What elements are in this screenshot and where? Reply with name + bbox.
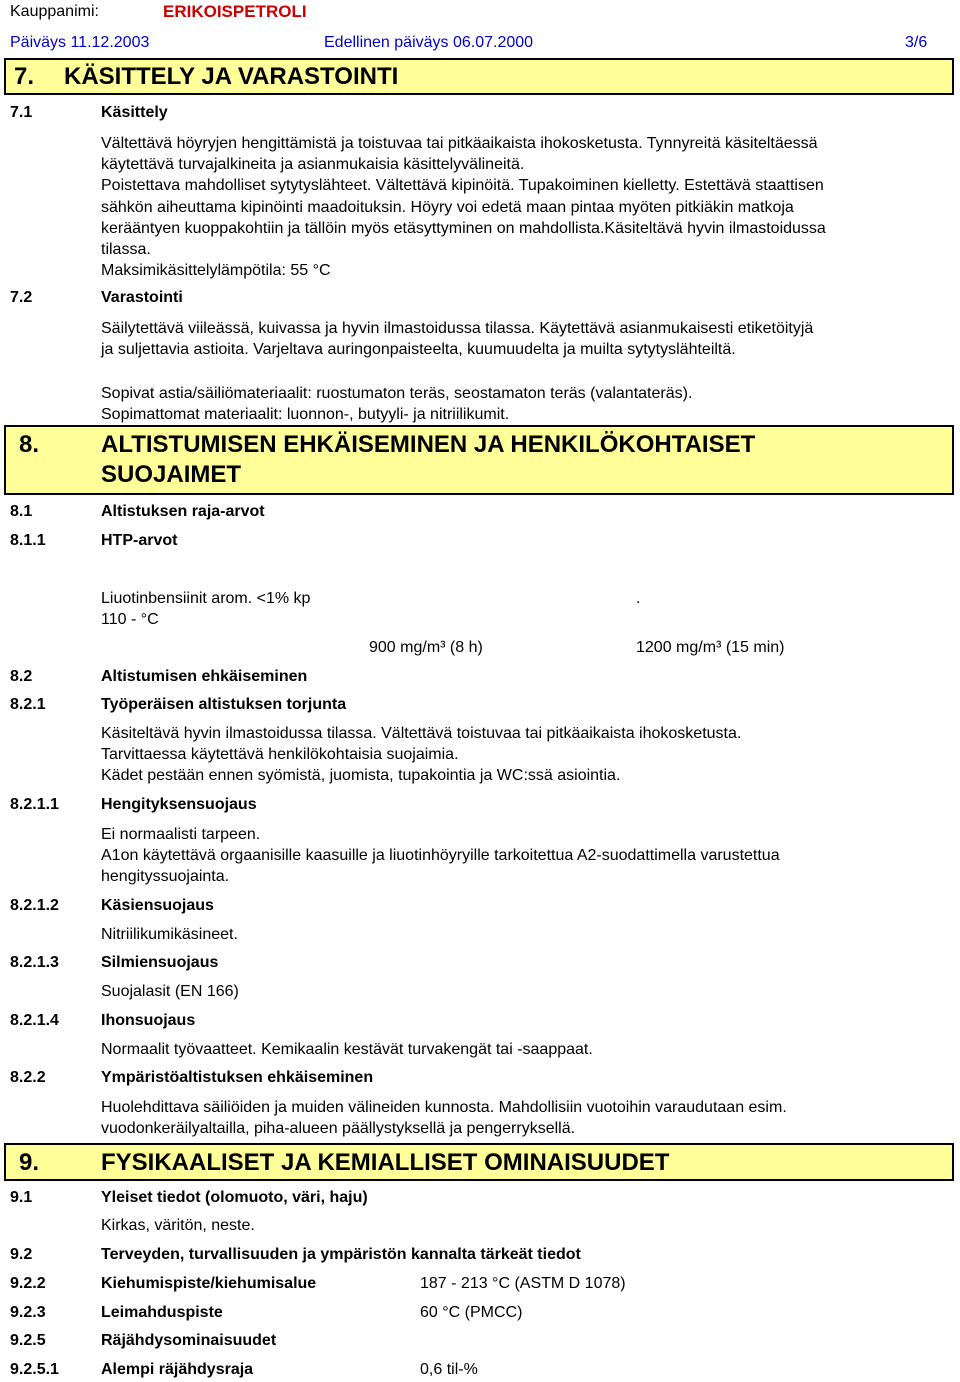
property-number: 9.2.5 [10,1332,46,1349]
company-label: Kauppanimi: [10,3,99,20]
subsection-title: Varastointi [101,289,183,306]
subsection-number: 8.1.1 [10,532,46,549]
subsection-number: 9.1 [10,1189,33,1206]
text-line: Huolehdittava säiliöiden ja muiden välineiden kunnosta. Mahdollisiin vuotoihin varaudutaan esim. [101,1099,787,1116]
subsection-number: 9.2 [10,1246,33,1263]
htp-value-8h: 900 mg/m³ (8 h) [369,639,483,656]
section-title: FYSIKAALISET JA KEMIALLISET OMINAISUUDET [101,1149,670,1176]
subsection-number: 8.2.1.3 [10,954,59,971]
environmental-exposure-text [101,1097,951,1139]
subsection-title: Käsittely [101,104,168,121]
page-number: 3/6 [905,34,928,51]
section-title: KÄSITTELY JA VARASTOINTI [64,63,399,90]
property-number: 9.2.3 [10,1304,46,1321]
htp-value-15min: 1200 mg/m³ (15 min) [636,639,785,656]
property-value: 0,6 til-% [420,1361,478,1378]
subsection-title: Ympäristöaltistuksen ehkäiseminen [101,1069,374,1086]
text-line: Ei normaalisti tarpeen. [101,826,261,843]
eye-protection-text: Suojalasit (EN 166) [101,983,239,1000]
subsection-title: Työperäisen altistuksen torjunta [101,696,347,713]
subsection-title: Yleiset tiedot (olomuoto, väri, haju) [101,1189,368,1206]
exposure-control-text [101,723,951,787]
property-label: Alempi räjähdysraja [101,1361,254,1378]
text-line: sähkön aiheuttama kipinöinti maadoituksin. Höyry voi edetä maan pintaa myöten pitkiäkin matkoja [101,198,794,216]
text-line: ja suljettavia astioita. Varjeltava auringonpaisteelta, kuumuudelta ja muilta sytytyslähteiltä. [101,341,736,359]
subsection-title: Käsiensuojaus [101,897,214,914]
section-number: 8. [19,431,40,458]
text-line: Sopivat astia/säiliömateriaalit: ruostumaton teräs, seostamaton teräs (valantateräs). [101,385,693,402]
section-number: 7. [14,63,35,90]
htp-substance: Liuotinbensiinit arom. <1% kp [101,590,311,607]
property-value: 60 °C (PMCC) [420,1304,523,1321]
previous-date-label: Edellinen päiväys 06.07.2000 [324,34,534,51]
subsection-title: Hengityksensuojaus [101,796,257,813]
property-number: 9.2.2 [10,1275,46,1292]
text-line: käytettävä turvajalkineita ja asianmukaisia käsittelyvälineitä. [101,156,525,174]
text-line: Tarvittaessa käytettävä henkilökohtaisia suojaimia. [101,746,459,764]
htp-substance-range: 110 - °C [101,611,159,628]
storage-text [101,318,951,360]
storage-materials-text [101,383,951,425]
subsection-number: 8.2.1 [10,696,46,713]
section-title-continued: SUOJAIMET [101,461,242,488]
text-line: hengityssuojainta. [101,868,230,886]
subsection-title: Altistumisen ehkäiseminen [101,668,308,685]
text-line: tilassa. [101,241,151,259]
respiratory-protection-text [101,824,951,888]
subsection-title: Terveyden, turvallisuuden ja ympäristön kannalta tärkeät tiedot [101,1246,581,1263]
subsection-number: 8.2.1.2 [10,897,59,914]
section-title: ALTISTUMISEN EHKÄISEMINEN JA HENKILÖKOHTAISET [101,431,756,458]
text-line: Poistettava mahdolliset sytytyslähteet. Vältettävä kipinöitä. Tupakoiminen kielletty. Estettävä staattisen [101,177,824,195]
subsection-title: Altistuksen raja-arvot [101,503,265,520]
subsection-number: 7.1 [10,104,33,121]
subsection-title: Silmiensuojaus [101,954,219,971]
text-line: Sopimattomat materiaalit: luonnon-, butyyli- ja nitriilikumit. [101,406,510,424]
text-line: Vältettävä höyryjen hengittämistä ja toistuvaa tai pitkäaikaista ihokosketusta. Tynnyreitä käsiteltäessä [101,135,818,152]
section-number: 9. [19,1149,40,1176]
property-number: 9.2.5.1 [10,1361,59,1378]
subsection-number: 8.2.1.1 [10,796,59,813]
text-line: Maksimikäsittelylämpötila: 55 °C [101,262,331,280]
handling-text [101,133,951,281]
text-line: kerääntyen kuoppakohtiin ja tällöin myös etäsyttyminen on mahdollista.Käsiteltävä hyvin ilmastoidussa [101,219,826,237]
subsection-title: Ihonsuojaus [101,1012,196,1029]
skin-protection-text: Normaalit työvaatteet. Kemikaalin kestävät turvakengät tai -saappaat. [101,1041,593,1058]
hand-protection-text: Nitriilikumikäsineet. [101,926,238,943]
property-label: Kiehumispiste/kiehumisalue [101,1275,317,1292]
htp-separator: . [636,590,641,607]
section-7-heading [4,58,954,95]
subsection-number: 8.2 [10,668,33,685]
text-line: Säilytettävä viileässä, kuivassa ja hyvin ilmastoidussa tilassa. Käytettävä asianmukaisesti etiketöityjä [101,320,814,337]
property-label: Räjähdysominaisuudet [101,1332,277,1349]
subsection-number: 7.2 [10,289,33,306]
section-8-heading [4,425,954,495]
text-line: Käsiteltävä hyvin ilmastoidussa tilassa. Vältettävä toistuvaa tai pitkäaikaista ihokosketusta. [101,725,742,742]
text-line: Kädet pestään ennen syömistä, juomista, tupakointia ja WC:ssä asiointia. [101,767,621,785]
subsection-number: 8.1 [10,503,33,520]
text-line: A1on käytettävä orgaanisille kaasuille ja liuotinhöyryille tarkoitettua A2-suodattimella varustettua [101,847,780,865]
section-9-heading [4,1143,954,1181]
text-line: vuodonkeräilyaltailla, piha-alueen päällystyksellä ja pengerryksellä. [101,1120,576,1138]
general-properties-text: Kirkas, väritön, neste. [101,1217,255,1234]
property-label: Leimahduspiste [101,1304,223,1321]
subsection-number: 8.2.2 [10,1069,46,1086]
date-label: Päiväys 11.12.2003 [10,34,150,51]
subsection-title: HTP-arvot [101,532,178,549]
property-value: 187 - 213 °C (ASTM D 1078) [420,1275,626,1292]
company-name: ERIKOISPETROLI [163,2,307,21]
subsection-number: 8.2.1.4 [10,1012,59,1029]
